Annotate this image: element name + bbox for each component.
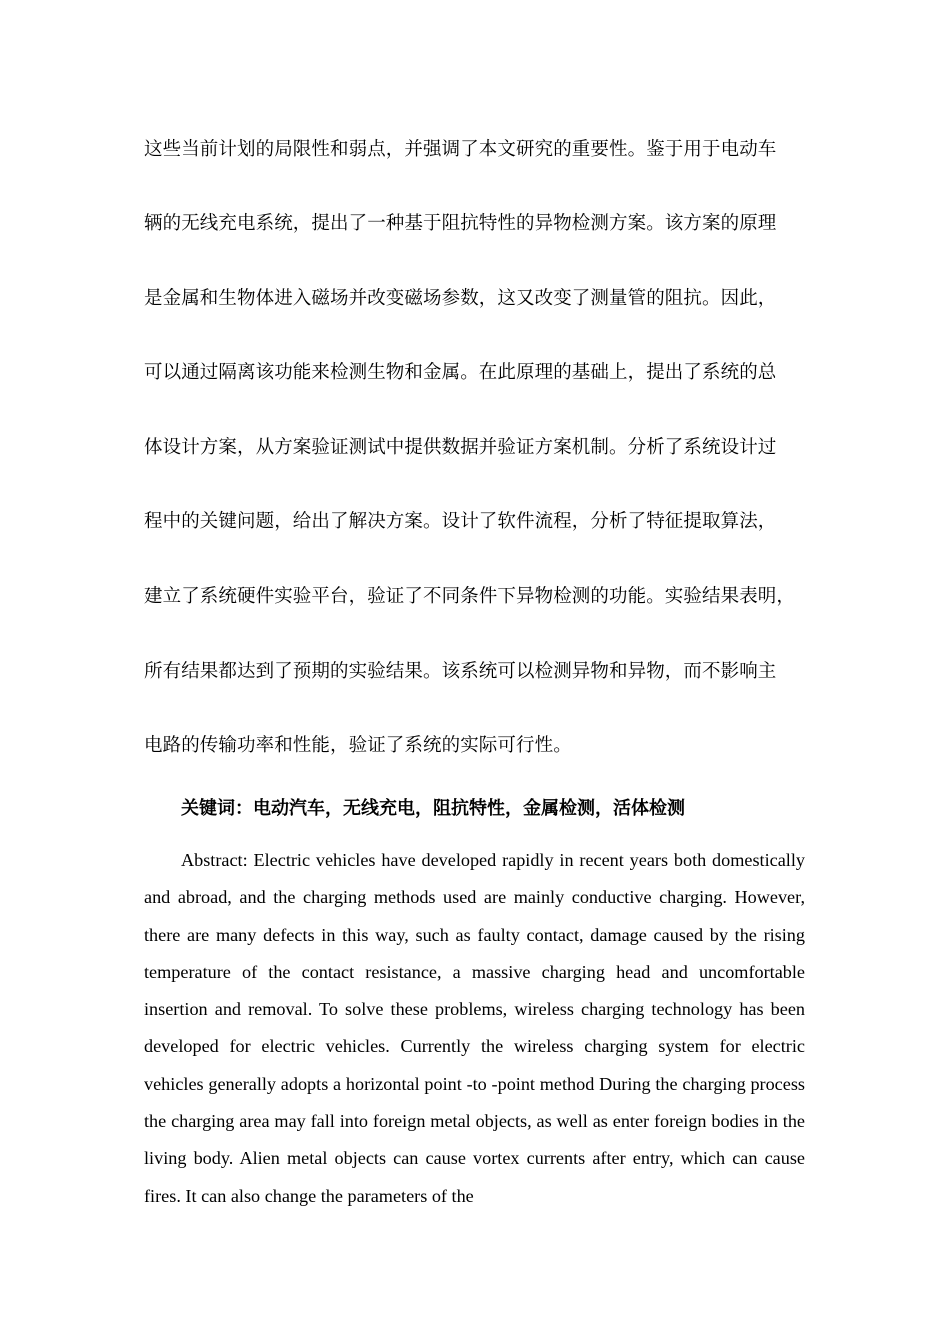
- english-abstract-paragraph: Abstract: Electric vehicles have developed rapidly in recent years both domestically and abroad, and the charging methods used are mainly conductive charging. However, there are many defects in this way, such as faulty contact, damage caused by the rising temperature of the contact resistance, a massive charging head and uncomfortable insertion and removal. To solve these problems, wireless charging technology has been developed for electric vehicles. Currently the wireless charging system for electric vehicles generally adopts a horizontal point -to -point method During the charging process the charging area may fall into foreign metal objects, as well as enter foreign bodies in the living body. Alien metal objects can cause vortex currents after entry, which can cause fires. It can also change the parameters of the: [144, 850, 805, 1206]
- chinese-abstract-line-5: 体设计方案，从方案验证测试中提供数据并验证方案机制。分析了系统设计过: [144, 437, 777, 458]
- chinese-abstract-line-9: 电路的传输功率和性能，验证了系统的实际可行性。: [144, 735, 572, 756]
- chinese-abstract-line-7: 建立了系统硬件实验平台，验证了不同条件下异物检测的功能。实验结果表明，: [144, 586, 796, 607]
- chinese-abstract-line-1: 这些当前计划的局限性和弱点，并强调了本文研究的重要性。鉴于用于电动车: [144, 139, 777, 160]
- chinese-abstract-line-3: 是金属和生物体进入磁场并改变磁场参数，这又改变了测量管的阻抗。因此，: [144, 288, 777, 309]
- chinese-abstract-line-4: 可以通过隔离该功能来检测生物和金属。在此原理的基础上，提出了系统的总: [144, 362, 777, 383]
- keywords-line: 关键词：电动汽车，无线充电，阻抗特性，金属检测，活体检测: [181, 798, 685, 819]
- chinese-abstract-line-6: 程中的关键问题，给出了解决方案。设计了软件流程，分析了特征提取算法，: [144, 511, 777, 532]
- chinese-abstract-line-8: 所有结果都达到了预期的实验结果。该系统可以检测异物和异物，而不影响主: [144, 661, 777, 682]
- chinese-abstract-line-2: 辆的无线充电系统，提出了一种基于阻抗特性的异物检测方案。该方案的原理: [144, 213, 777, 234]
